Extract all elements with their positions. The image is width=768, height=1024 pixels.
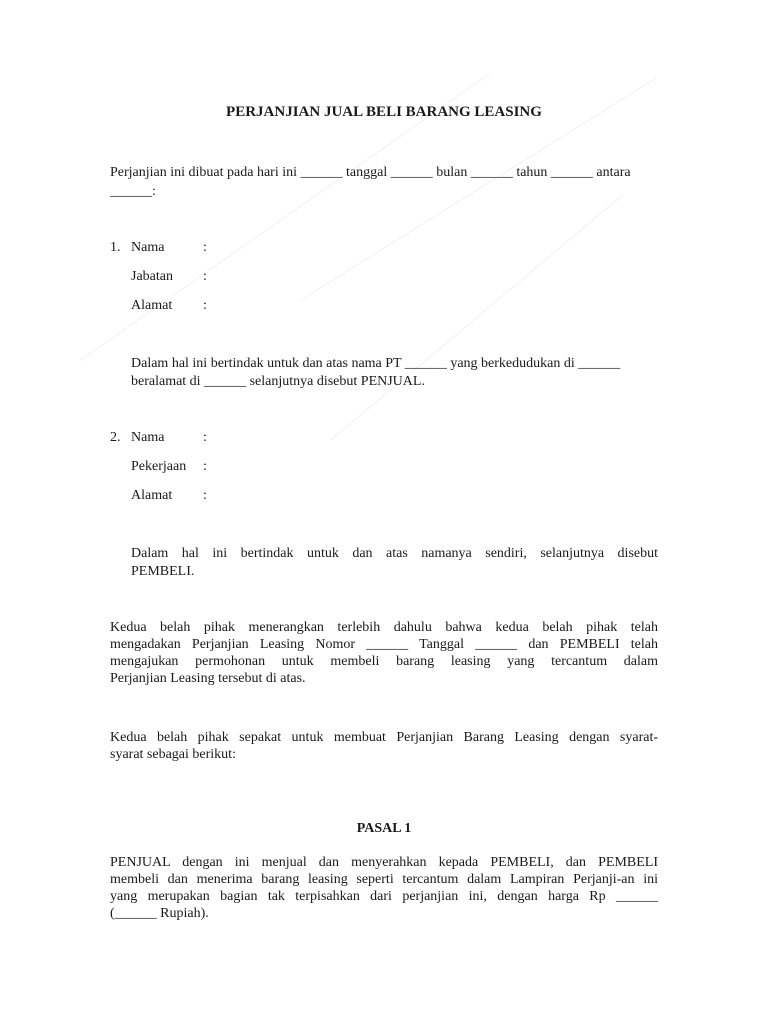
party2-number: 2. [110, 430, 121, 445]
pasal1-line-4: (______ Rupiah). [110, 906, 209, 921]
paragraph1-line-4: Perjanjian Leasing tersebut di atas. [110, 671, 306, 686]
document-title: PERJANJIAN JUAL BELI BARANG LEASING [226, 104, 542, 120]
pasal1-line-1: PENJUAL dengan ini menjual dan menyerahkan kepada PEMBELI, dan PEMBELI [110, 855, 658, 870]
paragraph1-line-3: mengajukan permohonan untuk membeli barang leasing yang tercantum dalam [110, 654, 658, 669]
party1-description-line-2: beralamat di ______ selanjutnya disebut PENJUAL. [131, 374, 425, 389]
party1-field-colon: : [203, 269, 207, 284]
paragraph1-line-2: mengadakan Perjanjian Leasing Nomor ______ Tanggal ______ dan PEMBELI telah [110, 637, 658, 652]
party1-field-label-nama: Nama [131, 240, 165, 255]
intro-line-1 [110, 164, 658, 181]
party2-field-colon: : [203, 488, 207, 503]
party1-number: 1. [110, 240, 121, 255]
pasal1-line-2: membeli dan menerima barang leasing seperti tercantum dalam Lampiran Perjanji-an ini [110, 872, 658, 887]
party1-field-colon: : [203, 240, 207, 255]
pasal-1-heading: PASAL 1 [356, 821, 412, 836]
paragraph2-line-2: syarat sebagai berikut: [110, 747, 236, 762]
party2-description-line-1: Dalam hal ini bertindak untuk dan atas namanya sendiri, selanjutnya disebut [131, 546, 658, 561]
party2-field-label-pekerjaan: Pekerjaan [131, 459, 187, 474]
party1-field-label-jabatan: Jabatan [131, 269, 173, 284]
party2-field-colon: : [203, 430, 207, 445]
party2-field-colon: : [203, 459, 207, 474]
party2-field-label-alamat: Alamat [131, 488, 173, 503]
pasal1-line-3: yang merupakan bagian tak terpisahkan dari perjanjian ini, dengan harga Rp ______ [110, 889, 658, 904]
party1-description-line-1: Dalam hal ini bertindak untuk dan atas nama PT ______ yang berkedudukan di ______ [131, 356, 621, 371]
intro-line-2: ______: [110, 184, 156, 199]
paragraph2-line-1: Kedua belah pihak sepakat untuk membuat Perjanjian Barang Leasing dengan syarat- [110, 730, 658, 745]
party2-description-line-2: PEMBELI. [131, 564, 195, 579]
party1-field-colon: : [203, 298, 207, 313]
paragraph1-line-1: Kedua belah pihak menerangkan terlebih dahulu bahwa kedua belah pihak telah [110, 620, 658, 635]
party1-field-label-alamat: Alamat [131, 298, 173, 313]
watermark-line [330, 196, 622, 441]
party2-field-label-nama: Nama [131, 430, 165, 445]
intro-text: Perjanjian ini dibuat pada hari ini ______ tanggal ______ bulan ______ tahun ______ antara [110, 165, 631, 180]
